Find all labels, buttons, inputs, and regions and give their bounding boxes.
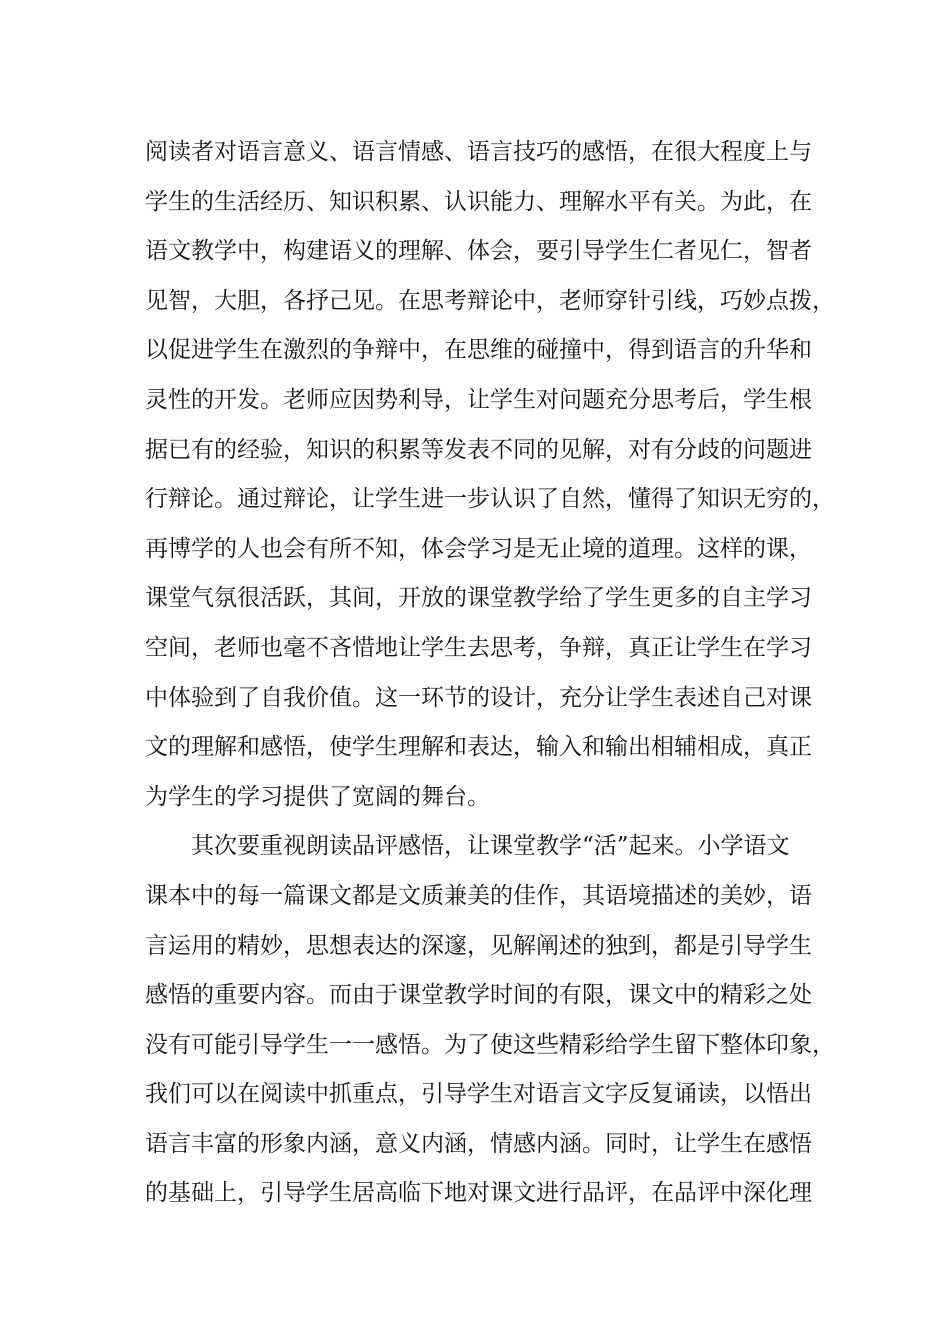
text-line: 课堂气氛很活跃，其间，开放的课堂教学给了学生更多的自主学习 <box>145 585 812 612</box>
text-line: 见智，大胆，各抒己见。在思考辩论中，老师穿针引线，巧妙点拨， <box>145 287 835 314</box>
text-line: 中体验到了自我价值。这一环节的设计，充分让学生表述自己对课 <box>145 684 812 711</box>
text-line: 语言丰富的形象内涵，意义内涵，情感内涵。同时，让学生在感悟 <box>145 1130 812 1157</box>
text-line: 灵性的开发。老师应因势利导，让学生对问题充分思考后，学生根 <box>145 386 812 413</box>
text-line: 的基础上，引导学生居高临下地对课文进行品评，在品评中深化理 <box>145 1180 812 1207</box>
text-line: 语文教学中，构建语义的理解、体会，要引导学生仁者见仁，智者 <box>145 238 812 265</box>
text-line: 空间，老师也毫不吝惜地让学生去思考，争辩，真正让学生在学习 <box>145 634 812 661</box>
text-line: 据已有的经验，知识的积累等发表不同的见解，对有分歧的问题进 <box>145 436 812 463</box>
text-line: 阅读者对语言意义、语言情感、语言技巧的感悟，在很大程度上与 <box>145 139 812 165</box>
text-line: 学生的生活经历、知识积累、认识能力、理解水平有关。为此，在 <box>145 188 812 215</box>
text-line: 课本中的每一篇课文都是文质兼美的佳作，其语境描述的美妙，语 <box>145 882 812 909</box>
text-line: 感悟的重要内容。而由于课堂教学时间的有限，课文中的精彩之处 <box>145 982 812 1009</box>
text-line: 行辩论。通过辩论，让学生进一步认识了自然，懂得了知识无穷的， <box>145 486 835 513</box>
text-line: 再博学的人也会有所不知，体会学习是无止境的道理。这样的课， <box>145 535 812 562</box>
paragraph-2 <box>145 822 845 1219</box>
text-line: 以促进学生在激烈的争辩中，在思维的碰撞中，得到语言的升华和 <box>145 337 812 364</box>
text-line: 为学生的学习提供了宽阔的舞台。 <box>145 783 490 810</box>
text-line: 没有可能引导学生一一感悟。为了使这些精彩给学生留下整体印象， <box>145 1031 835 1058</box>
document-body <box>145 128 845 1219</box>
text-line: 言运用的精妙，思想表达的深邃，见解阐述的独到，都是引导学生 <box>145 932 812 959</box>
paragraph-1 <box>145 128 845 822</box>
text-line: 我们可以在阅读中抓重点，引导学生对语言文字反复诵读，以悟出 <box>145 1081 812 1108</box>
text-line: 文的理解和感悟，使学生理解和表达，输入和输出相辅相成，真正 <box>145 734 812 761</box>
text-line: 其次要重视朗读品评感悟，让课堂教学“活”起来。小学语文 <box>191 833 790 860</box>
